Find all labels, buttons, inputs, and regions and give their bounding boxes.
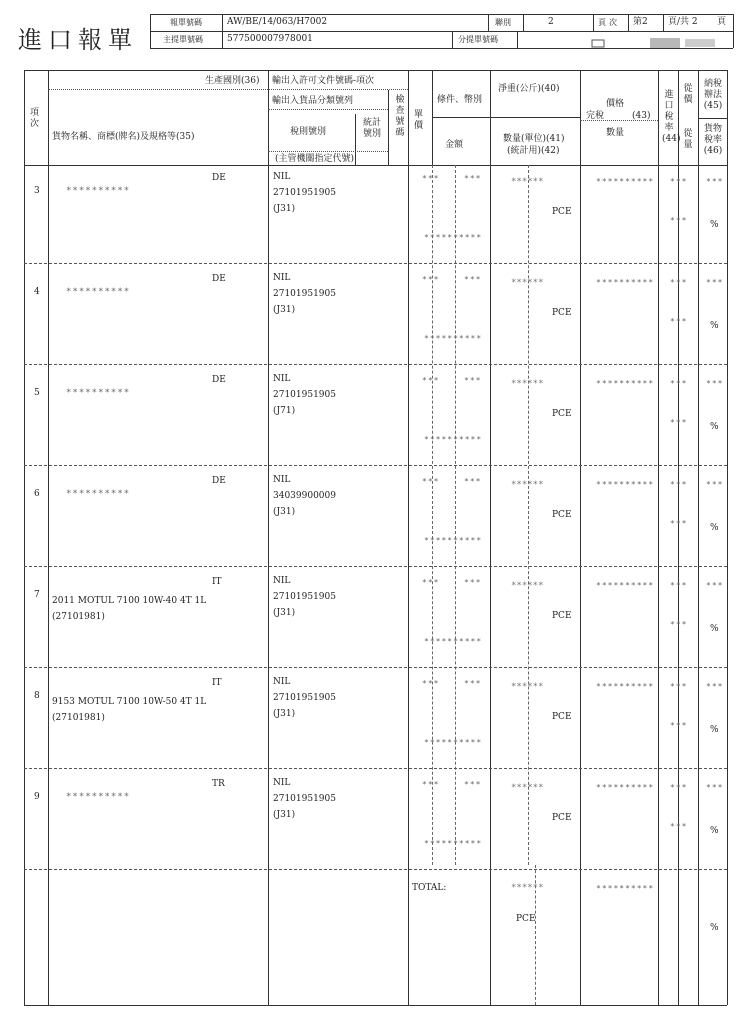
row-divider (24, 263, 727, 264)
permit-number: NIL (273, 778, 291, 788)
permit-number: NIL (273, 172, 291, 182)
currency-mask: *** (464, 376, 482, 385)
page-unit: 頁 (717, 17, 727, 27)
total-label: TOTAL: (412, 883, 447, 893)
net-weight-mask: ****** (511, 783, 544, 793)
item-number: 4 (34, 287, 40, 297)
col-net-weight: 淨重(公斤)(40) (498, 84, 560, 94)
price-mask: ********** (596, 480, 655, 489)
total-unit: PCE (516, 914, 536, 924)
specific-rate-mask: *** (670, 418, 688, 427)
commodity-tax-percent: % (710, 422, 719, 432)
import-rate-mask: *** (670, 177, 688, 186)
origin-country: IT (212, 577, 222, 587)
table-row (0, 167, 750, 267)
row-divider (24, 768, 727, 769)
specific-rate-mask: *** (670, 620, 688, 629)
goods-description: ********** (66, 792, 131, 802)
col-commodity-tax: 貨物稅率(46) (703, 124, 723, 156)
col-tax-method: 納稅辦法(45) (703, 79, 723, 111)
row-divider (24, 465, 727, 466)
tax-method-mask: *** (706, 783, 724, 792)
net-weight-mask: ****** (511, 682, 544, 692)
total-pages: 頁/共 2 (668, 17, 698, 27)
goods-description: ********** (66, 489, 131, 499)
amount-mask: ********** (424, 334, 483, 343)
goods-description-code: (27101981) (52, 713, 105, 723)
terms-mask: *** (422, 275, 440, 284)
col-price-qty: 數量 (606, 128, 625, 138)
commodity-tax-percent: % (710, 725, 719, 735)
import-rate-mask: *** (670, 480, 688, 489)
commodity-tax-percent: % (710, 220, 719, 230)
specific-rate-mask: *** (670, 317, 688, 326)
ccc-code: 27101951905 (273, 592, 336, 602)
master-bl-number: 577500007978001 (227, 34, 313, 44)
currency-mask: *** (464, 275, 482, 284)
goods-description: 9153 MOTUL 7100 10W-50 4T 1L (52, 697, 207, 707)
col-tariff-no: 稅則號別 (290, 127, 327, 137)
ccc-code: 27101951905 (273, 390, 336, 400)
customs-stamp (590, 34, 720, 46)
commodity-tax-percent: % (710, 321, 719, 331)
item-number: 8 (34, 691, 40, 701)
tax-method-mask: *** (706, 581, 724, 590)
ccc-code: 27101951905 (273, 289, 336, 299)
row-divider (24, 566, 727, 567)
amount-mask: ********** (424, 839, 483, 848)
authority-code: (J31) (273, 305, 296, 315)
price-mask: ********** (596, 379, 655, 388)
amount-mask: ********** (424, 738, 483, 747)
master-bl-label: 主提單號碼 (163, 35, 203, 44)
col-price-no: (43) (632, 111, 651, 121)
terms-mask: *** (422, 578, 440, 587)
quantity-unit: PCE (552, 712, 572, 722)
col-stat-no: 統計號別 (362, 118, 381, 139)
specific-rate-mask: *** (670, 822, 688, 831)
import-rate-mask: *** (670, 278, 688, 287)
net-weight-mask: ****** (511, 278, 544, 288)
item-number: 5 (34, 388, 40, 398)
price-mask: ********** (596, 581, 655, 590)
price-mask: ********** (596, 783, 655, 792)
price-mask: ********** (596, 682, 655, 691)
terms-mask: *** (422, 376, 440, 385)
col-terms-currency: 條件、幣別 (437, 95, 483, 105)
total-weight-mask: ****** (511, 883, 544, 893)
table-row (0, 773, 750, 873)
ccc-code: 27101951905 (273, 794, 336, 804)
specific-rate-mask: *** (670, 216, 688, 225)
specific-rate-mask: *** (670, 519, 688, 528)
ccc-code: 27101951905 (273, 693, 336, 703)
goods-description: 2011 MOTUL 7100 10W-40 4T 1L (52, 596, 207, 606)
terms-mask: *** (422, 780, 440, 789)
currency-mask: *** (464, 477, 482, 486)
authority-code: (J31) (273, 608, 296, 618)
ccc-code: 27101951905 (273, 188, 336, 198)
quantity-unit: PCE (552, 510, 572, 520)
amount-mask: ********** (424, 637, 483, 646)
specific-rate-mask: *** (670, 721, 688, 730)
col-origin: 生產國別(36) (205, 76, 260, 86)
net-weight-mask: ****** (511, 379, 544, 389)
row-divider (24, 364, 727, 365)
total-percent: % (710, 923, 719, 933)
authority-code: (J31) (273, 810, 296, 820)
declaration-number-label: 報單號碼 (170, 18, 202, 27)
col-description: 貨物名稱、商標(牌名)及規格等(35) (52, 132, 195, 142)
house-bl-label: 分提單號碼 (458, 35, 498, 44)
col-authority: (主管機關指定代號) (275, 154, 355, 164)
tax-method-mask: *** (706, 480, 724, 489)
item-number: 9 (34, 792, 40, 802)
col-quantity: 數量(單位)(41) (503, 134, 565, 144)
net-weight-mask: ****** (511, 581, 544, 591)
col-ad-valorem: 從價 (683, 84, 693, 105)
goods-description: ********** (66, 287, 131, 297)
quantity-unit: PCE (552, 409, 572, 419)
price-mask: ********** (596, 278, 655, 287)
origin-country: DE (212, 173, 226, 183)
import-rate-mask: *** (670, 379, 688, 388)
goods-description: ********** (66, 388, 131, 398)
net-weight-mask: ****** (511, 177, 544, 187)
col-duty-paid: 完稅 (586, 111, 605, 121)
authority-code: (J71) (273, 406, 296, 416)
total-price-mask: ********** (596, 884, 655, 893)
origin-country: TR (212, 779, 225, 789)
permit-number: NIL (273, 374, 291, 384)
col-import-rate: 進口稅率(44) (662, 90, 681, 144)
authority-code: (J31) (273, 709, 296, 719)
origin-country: IT (212, 678, 222, 688)
amount-mask: ********** (424, 435, 483, 444)
page-value: 第2 (633, 17, 648, 27)
currency-mask: *** (464, 578, 482, 587)
authority-code: (J31) (273, 204, 296, 214)
tax-method-mask: *** (706, 682, 724, 691)
row-divider (24, 869, 727, 870)
tax-method-mask: *** (706, 278, 724, 287)
declaration-number: AW/BE/14/063/H7002 (227, 17, 328, 27)
row-divider (24, 667, 727, 668)
permit-number: NIL (273, 273, 291, 283)
quantity-unit: PCE (552, 813, 572, 823)
table-row (0, 369, 750, 469)
tax-method-mask: *** (706, 177, 724, 186)
col-permit: 輸出入許可文件號碼-項次 (272, 76, 375, 86)
commodity-tax-percent: % (710, 523, 719, 533)
page-label: 頁次 (598, 18, 620, 27)
commodity-tax-percent: % (710, 624, 719, 634)
col-item: 項次 (30, 108, 40, 129)
table-row (0, 268, 750, 368)
ccc-code: 34039900009 (273, 491, 336, 501)
col-specific: 從量 (683, 129, 693, 150)
goods-description: ********** (66, 186, 131, 196)
form-title: 進口報單 (18, 26, 138, 54)
col-amount: 金額 (445, 140, 464, 150)
price-mask: ********** (596, 177, 655, 186)
origin-country: DE (212, 476, 226, 486)
permit-number: NIL (273, 576, 291, 586)
terms-mask: *** (422, 679, 440, 688)
item-number: 3 (34, 186, 40, 196)
quantity-unit: PCE (552, 308, 572, 318)
col-inspection: 檢查號碼 (395, 95, 405, 138)
item-number: 6 (34, 489, 40, 499)
table-row (0, 470, 750, 570)
import-rate-mask: *** (670, 581, 688, 590)
origin-country: DE (212, 274, 226, 284)
commodity-tax-percent: % (710, 826, 719, 836)
item-number: 7 (34, 590, 40, 600)
import-rate-mask: *** (670, 682, 688, 691)
quantity-unit: PCE (552, 207, 572, 217)
net-weight-mask: ****** (511, 480, 544, 490)
quantity-unit: PCE (552, 611, 572, 621)
amount-mask: ********** (424, 233, 483, 242)
terms-mask: *** (422, 174, 440, 183)
col-unit-price: 單價 (414, 110, 424, 131)
currency-mask: *** (464, 780, 482, 789)
authority-code: (J31) (273, 507, 296, 517)
table-row (0, 672, 750, 772)
currency-mask: *** (464, 174, 482, 183)
import-rate-mask: *** (670, 783, 688, 792)
col-stat-qty: (統計用)(42) (507, 146, 560, 156)
tax-method-mask: *** (706, 379, 724, 388)
goods-description-code: (27101981) (52, 612, 105, 622)
table-row (0, 571, 750, 671)
copy-value: 2 (548, 17, 554, 27)
copy-label: 聯別 (495, 18, 511, 27)
amount-mask: ********** (424, 536, 483, 545)
origin-country: DE (212, 375, 226, 385)
terms-mask: *** (422, 477, 440, 486)
col-ccc: 輸出入貨品分類號列 (272, 96, 354, 106)
currency-mask: *** (464, 679, 482, 688)
permit-number: NIL (273, 677, 291, 687)
col-price: 價格 (606, 99, 625, 109)
permit-number: NIL (273, 475, 291, 485)
